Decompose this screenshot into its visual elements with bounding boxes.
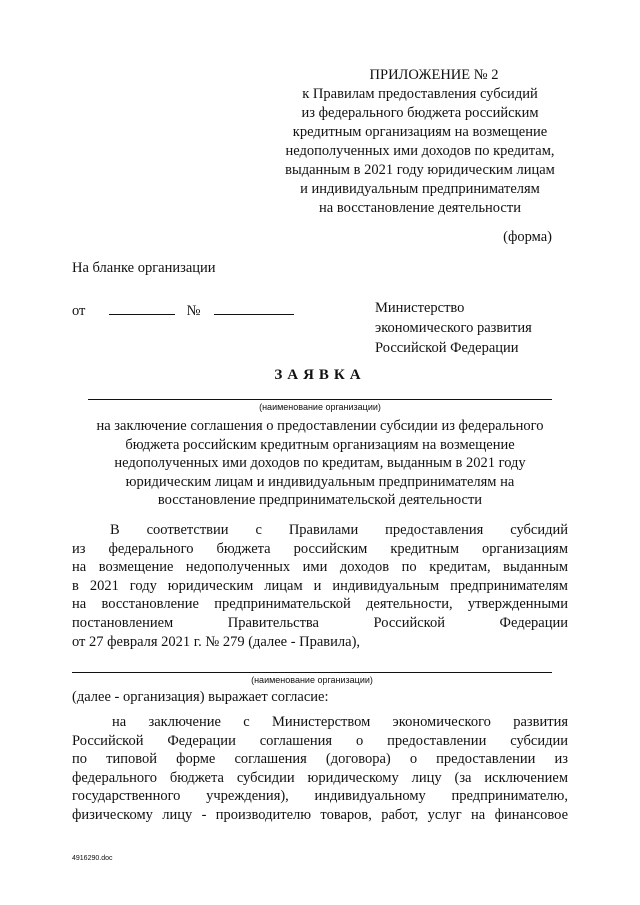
paragraph-line: В соответствии с Правилами предоставления субсидий — [110, 522, 568, 538]
appendix-line: кредитным организациям на возмещение — [292, 124, 548, 140]
file-name-footer: 4916290.doc — [72, 855, 113, 862]
subject-line: бюджета российским кредитным организациям на возмещение — [125, 436, 515, 453]
subject-line: восстановление предпринимательской деятельности — [157, 492, 483, 508]
paragraph-line: от 27 февраля 2021 г. № 279 (далее - Правила), — [72, 633, 361, 650]
appendix-line: выданным в 2021 году юридическим лицам — [285, 162, 555, 178]
appendix-line: к Правилам предоставления субсидий — [302, 86, 538, 102]
number-field[interactable] — [214, 300, 294, 315]
number-label: № — [186, 303, 201, 319]
form-label: (форма) — [503, 229, 552, 245]
paragraph-line: на возмещение недополученных ими доходов по кредитам, выданным — [72, 559, 568, 576]
subject-line: на заключение соглашения о предоставлении субсидии из федерального — [96, 418, 544, 434]
addressee-line: экономического развития — [375, 320, 532, 336]
agree-text: (далее - организация) выражает согласие: — [72, 689, 329, 705]
appendix-line: на восстановление деятельности — [319, 200, 521, 216]
appendix-line: из федерального бюджета российским — [301, 105, 539, 121]
paragraph-rules — [72, 521, 568, 651]
paragraph-agreement — [72, 713, 568, 825]
appendix-header — [240, 66, 600, 218]
paragraph-line: государственного учреждения), индивидуальному предпринимателю, — [72, 788, 568, 805]
paragraph-line: в 2021 году юридическим лицам и индивидуальным предпринимателям — [72, 577, 568, 594]
addressee — [375, 298, 532, 358]
paragraph-line: Российской Федерации соглашения о предоставлении субсидии — [72, 732, 568, 749]
appendix-line: и индивидуальным предпринимателям — [300, 181, 540, 197]
paragraph-line: федерального бюджета субсидии юридическому лицу (за исключением — [72, 769, 568, 786]
date-number-line — [72, 300, 294, 320]
request-subject — [72, 417, 568, 510]
paragraph-line: постановлением Правительства Российской Федерации — [72, 614, 568, 631]
addressee-line: Министерство — [375, 300, 465, 316]
agree-line — [72, 688, 568, 707]
org-name-line-2[interactable] — [72, 672, 552, 673]
date-label: от — [72, 303, 86, 319]
subject-line: юридическим лицам и индивидуальным предпринимателям на — [125, 473, 515, 490]
paragraph-line: на восстановление предпринимательской деятельности, утвержденными — [72, 596, 568, 613]
subject-line: недополученных ими доходов по кредитам, выданным в 2021 году — [114, 455, 526, 471]
paragraph-line: по типовой форме соглашения (договора) о предоставлении из — [72, 751, 568, 768]
date-field[interactable] — [109, 300, 175, 315]
document-title: ЗАЯВКА — [274, 367, 366, 383]
org-name-caption-2: (наименование организации) — [251, 675, 373, 685]
paragraph-line: физическому лицу - производителю товаров, работ, услуг на финансовое — [72, 806, 568, 823]
org-name-caption: (наименование организации) — [259, 402, 381, 412]
letterhead-note: На бланке организации — [72, 260, 216, 276]
paragraph-line: из федерального бюджета российским кредитным организациям — [72, 540, 568, 557]
addressee-line: Российской Федерации — [375, 340, 519, 356]
paragraph-line: на заключение с Министерством экономического развития — [112, 714, 568, 730]
appendix-title: ПРИЛОЖЕНИЕ № 2 — [369, 67, 499, 83]
org-name-line[interactable] — [88, 399, 552, 400]
appendix-line: недополученных ими доходов по кредитам, — [285, 143, 555, 159]
